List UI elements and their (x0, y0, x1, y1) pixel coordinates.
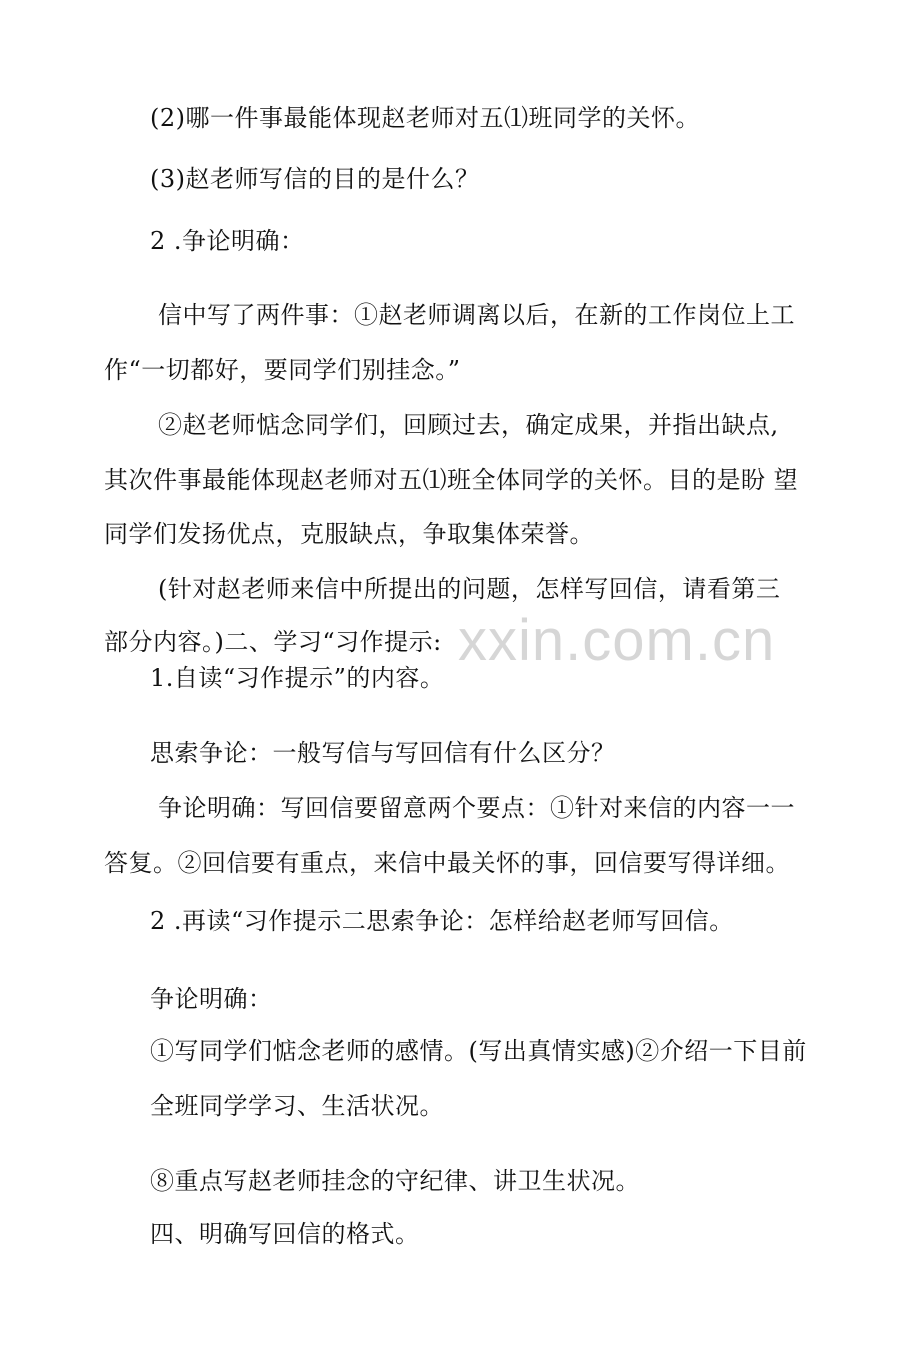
text-line: 争论明确：写回信要留意两个要点：①针对来信的内容一一 (158, 794, 795, 822)
watermark: xxin.com.cn (458, 608, 776, 673)
text-line: ⑧重点写赵老师挂念的守纪律、讲卫生状况。 (150, 1167, 640, 1195)
text-line: (针对赵老师来信中所提出的问题，怎样写回信，请看第三 (158, 575, 781, 603)
text-line: 四、明确写回信的格式。 (150, 1220, 420, 1248)
text-line: 争论明确： (150, 985, 273, 1013)
text-line: 2 .再读“习作提示二思索争论：怎样给赵老师写回信。 (150, 907, 734, 935)
text-line: 信中写了两件事：①赵老师调离以后，在新的工作岗位上工 (158, 301, 795, 329)
text-line: 答复。②回信要有重点，来信中最关怀的事，回信要写得详细。 (104, 849, 790, 877)
text-line: 思索争论：一般写信与写回信有什么区分？ (150, 739, 616, 767)
text-line: 部分内容。)二、学习“习作提示: (104, 628, 442, 656)
text-line: 同学们发扬优点，克服缺点，争取集体荣誉。 (104, 520, 594, 548)
text-line: 全班同学学习、生活状况。 (150, 1092, 444, 1120)
text-line: 2 .争论明确： (150, 227, 305, 255)
text-line: ②赵老师惦念同学们，回顾过去，确定成果，并指出缺点, (158, 411, 779, 439)
text-line: 其次件事最能体现赵老师对五⑴班全体同学的关怀。目的是盼 望 (104, 466, 799, 494)
text-line: (2)哪一件事最能体现赵老师对五⑴班同学的关怀。 (150, 104, 700, 132)
text-line: (3)赵老师写信的目的是什么？ (150, 165, 480, 193)
text-line: 1.自读“习作提示”的内容。 (150, 664, 445, 692)
text-line: 作“一切都好，要同学们别挂念。” (104, 356, 461, 384)
text-line: ①写同学们惦念老师的感情。(写出真情实感)②介绍一下目前 (150, 1037, 807, 1065)
